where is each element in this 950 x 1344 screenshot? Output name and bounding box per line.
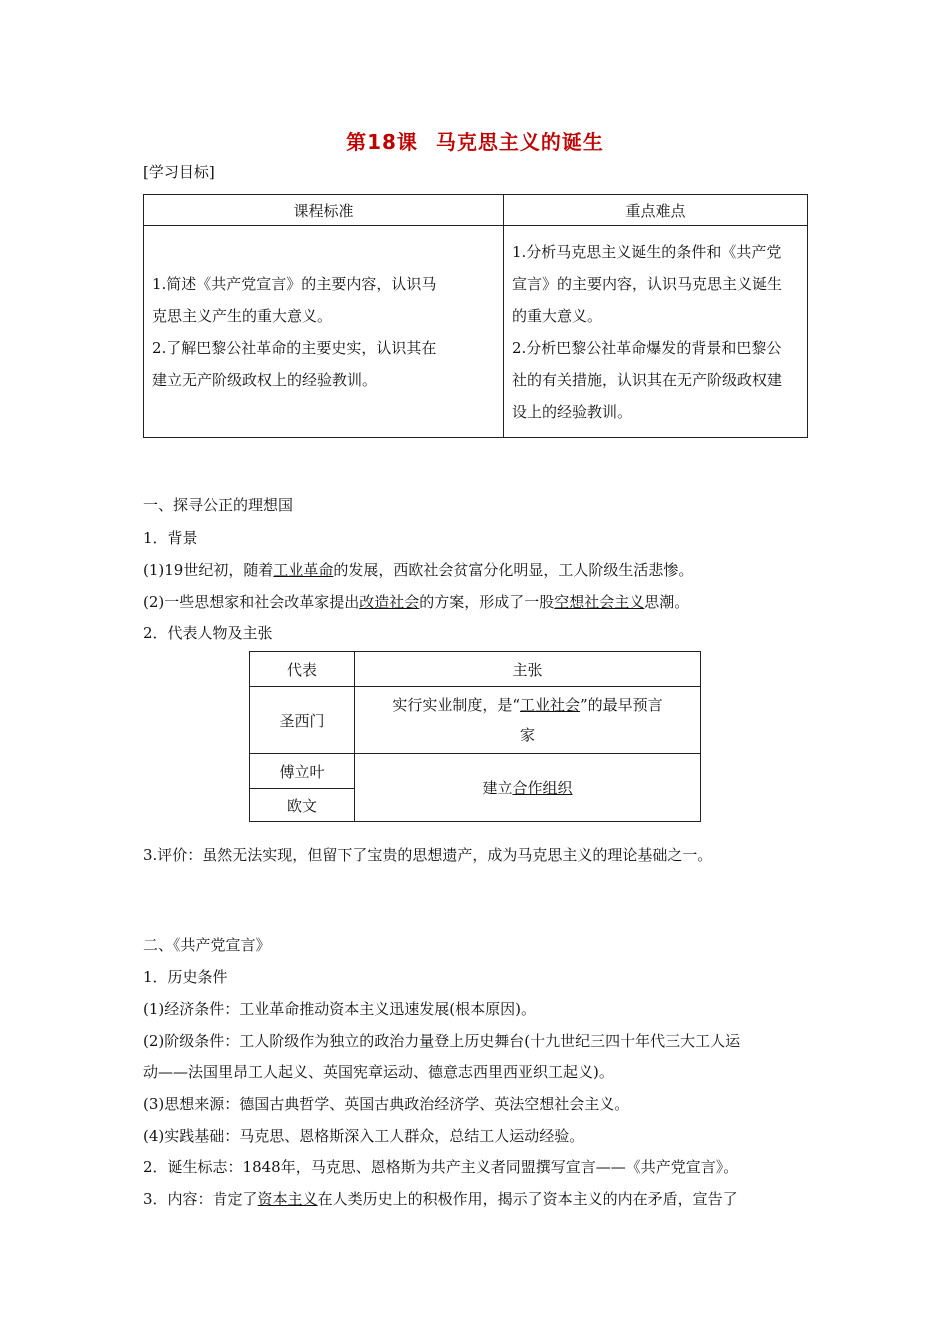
text-run: ”的最早预言 — [580, 696, 663, 714]
underlined-term: 空想社会主义 — [554, 593, 645, 611]
section1-heading: 一、探寻公正的理想国 — [143, 496, 294, 514]
key-points-cell — [504, 226, 808, 438]
key-points-line: 1.分析马克思主义诞生的条件和《共产党 — [512, 242, 782, 261]
underlined-term: 合作组织 — [512, 779, 573, 797]
standards-line: 1.简述《共产党宣言》的主要内容，认识马 — [152, 274, 437, 293]
evaluation: 3.评价：虽然无法实现，但留下了宝贵的思想遗产，成为马克思主义的理论基础之一。 — [143, 846, 713, 864]
underlined-term: 资本主义 — [257, 1190, 318, 1208]
underlined-term: 改造社会 — [359, 593, 420, 611]
text-run: 的发展，西欧社会贫富分化明显，工人阶级生活悲惨。 — [333, 561, 694, 579]
key-points-line: 的重大意义。 — [512, 306, 603, 325]
text-run: 建立 — [482, 779, 513, 797]
key-points-line: 宣言》的主要内容，认识马克思主义诞生 — [512, 274, 783, 293]
key-points-line: 2.分析巴黎公社革命爆发的背景和巴黎公 — [512, 338, 782, 357]
header-representative: 代表 — [250, 652, 355, 687]
text-run: 的方案，形成了一股 — [419, 593, 555, 611]
objectives-table — [143, 194, 808, 438]
claim-line: 家 — [519, 726, 535, 744]
background-label: 1．背景 — [143, 529, 198, 547]
standards-line: 2.了解巴黎公社革命的主要史实，认识其在 — [152, 338, 437, 357]
condition-class-2: 动——法国里昂工人起义、英国宪章运动、德意志西里西亚织工起义)。 — [143, 1063, 614, 1081]
claim-cooperative — [355, 754, 701, 822]
condition-class-1: (2)阶级条件：工人阶级作为独立的政治力量登上历史舞台(十九世纪三四十年代三大工人运 — [143, 1032, 741, 1050]
objectives-label: [学习目标] — [143, 163, 215, 181]
rep-saint-simon: 圣西门 — [250, 687, 355, 754]
background-item-2 — [143, 591, 689, 612]
lesson-number: 第18课 — [346, 130, 418, 154]
rep-fourier: 傅立叶 — [250, 754, 355, 789]
underlined-term: 工业革命 — [273, 561, 334, 579]
standards-cell — [144, 226, 504, 438]
claim-line — [356, 690, 699, 720]
claim-saint-simon — [355, 687, 701, 754]
text-run: 实行实业制度，是“ — [392, 696, 520, 714]
key-points-line: 设上的经验教训。 — [512, 402, 633, 421]
rep-owen: 欧文 — [250, 789, 355, 822]
representatives-label: 2．代表人物及主张 — [143, 624, 273, 642]
conditions-label: 1．历史条件 — [143, 968, 228, 986]
condition-practice: (4)实践基础：马克思、恩格斯深入工人群众，总结工人运动经验。 — [143, 1127, 585, 1145]
content-line — [143, 1188, 738, 1209]
header-claim: 主张 — [355, 652, 701, 687]
condition-economic: (1)经济条件：工业革命推动资本主义迅速发展(根本原因)。 — [143, 1000, 536, 1018]
key-points-line: 社的有关措施，认识其在无产阶级政权建 — [512, 370, 783, 389]
standards-line: 建立无产阶级政权上的经验教训。 — [152, 370, 378, 389]
underlined-term: 工业社会 — [519, 696, 580, 714]
text-run: (1)19世纪初，随着 — [143, 561, 274, 579]
text-run: 在人类历史上的积极作用，揭示了资本主义的内在矛盾，宣告了 — [317, 1190, 738, 1208]
text-run: (2)一些思想家和社会改革家提出 — [143, 593, 360, 611]
header-standards: 课程标准 — [144, 195, 504, 226]
section2-heading: 二、《共产党宣言》 — [143, 936, 271, 954]
condition-thought: (3)思想来源：德国古典哲学、英国古典政治经济学、英法空想社会主义。 — [143, 1095, 630, 1113]
background-item-1 — [143, 559, 693, 580]
text-run: 3．内容：肯定了 — [143, 1190, 258, 1208]
header-key-points: 重点难点 — [504, 195, 808, 226]
standards-line: 克思主义产生的重大意义。 — [152, 306, 333, 325]
page-title — [0, 126, 950, 155]
lesson-name: 马克思主义的诞生 — [435, 130, 604, 154]
text-run: 思潮。 — [644, 593, 690, 611]
representatives-table — [249, 651, 701, 822]
birth-marker: 2．诞生标志：1848年，马克思、恩格斯为共产主义者同盟撰写宣言——《共产党宣言》。 — [143, 1158, 739, 1176]
